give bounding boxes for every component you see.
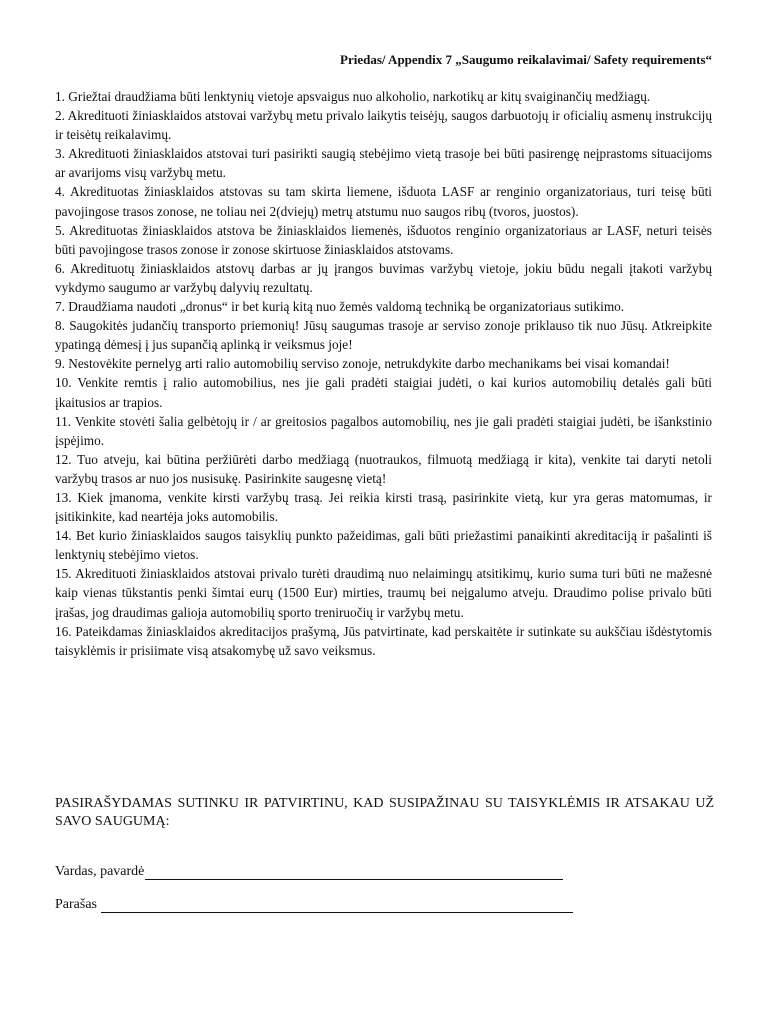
rule-item-14: 14. Bet kurio žiniasklaidos saugos taisyklių punkto pažeidimas, gali būti priežastimi panaikinti akreditaciją ir pašalinti iš lenktynių stebėjimo vietos.	[55, 528, 712, 563]
rule-item-15: 15. Akredituoti žiniasklaidos atstovai privalo turėti draudimą nuo nelaimingų atsitikimų, kurio suma turi būti ne mažesnė kaip vienas tūkstantis penki šimtai eurų (1500 Eur) mirties, traumų bei neįgalumo atveju. Draudimo polise privalo būti įrašas, jog draudimas galioja automobilių sporto treniruočių ir varžybų metu.	[55, 566, 712, 620]
rule-item-16: 16. Pateikdamas žiniasklaidos akreditacijos prašymą, Jūs patvirtinate, kad perskaitėte ir sutinkate su aukščiau išdėstytomis taisyklėmis ir prisiimate visą atsakomybę už savo veiksmus.	[55, 623, 712, 658]
rule-item-4: 4. Akredituotas žiniasklaidos atstovas su tam skirta liemene, išduota LASF ar renginio organizatoriaus, turi teisę būti pavojingose trasos zonose, ne toliau nei 2(dviejų) metrų atstumu nuo saugos ribų (tvoros, juostos).	[55, 184, 712, 219]
rule-item-11: 11. Venkite stovėti šalia gelbėtojų ir / ar greitosios pagalbos automobilių, nes jie gali pradėti staigiai judėti, be išankstinio įspėjimo.	[55, 413, 712, 448]
appendix-header: Priedas/ Appendix 7 „Saugumo reikalavimai/ Safety requirements“	[340, 52, 712, 67]
signature-field-line[interactable]	[101, 897, 573, 913]
rule-item-13: 13. Kiek įmanoma, venkite kirsti varžybų trasą. Jei reikia kirsti trasą, pasirinkite vietą, kur yra geras matomumas, ir įsitikinkite, kad neartėja joks automobilis.	[55, 489, 712, 525]
rule-item-9: 9. Nestovėkite pernelyg arti ralio automobilių serviso zonoje, netrukdykite darbo mechanikams bei visai komandai!	[55, 356, 670, 372]
rule-item-3: 3. Akredituoti žiniasklaidos atstovai turi pasirikti saugią stebėjimo vietą trasoje bei būti pasirengę neįprastoms situacijoms ar avarijoms visų varžybų metu.	[55, 146, 712, 181]
rule-item-7: 7. Draudžiama naudoti „dronus“ ir bet kurią kitą nuo žemės valdomą techniką be organizatoriaus sutikimo.	[55, 299, 625, 315]
name-signature-row	[55, 864, 563, 880]
rule-item-8: 8. Saugokitės judančių transporto priemonių! Jūsų saugumas trasoje ar serviso zonoje priklauso tik nuo Jūsų. Atkreipkite ypatingą dėmesį į jus supančią aplinką ir veiksmus joje!	[55, 318, 712, 353]
rule-item-1: 1. Griežtai draudžiama būti lenktynių vietoje apsvaigus nuo alkoholio, narkotikų ar kitų svaiginančių medžiagų.	[55, 89, 651, 104]
name-field-line[interactable]	[145, 864, 563, 880]
confirmation-statement: PASIRAŠYDAMAS SUTINKU IR PATVIRTINU, KAD SUSIPAŽINAU SU TAISYKLĖMIS IR ATSAKAU UŽ SAVO SAUGUMĄ:	[55, 796, 714, 829]
rule-item-2: 2. Akredituoti žiniasklaidos atstovai varžybų metu privalo laikytis teisėjų, saugos darbuotojų ir oficialių asmenų instrukcijų ir teisėtų reikalavimų.	[55, 108, 712, 143]
rule-item-6: 6. Akredituotų žiniasklaidos atstovų darbas ar jų įrangos buvimas varžybų vietoje, jokiu būdu negali įtakoti varžybų vykdymo saugumo ar varžybų dalyvių rezultatų.	[55, 260, 712, 295]
signature-row	[55, 897, 573, 913]
rule-item-5: 5. Akredituotas žiniasklaidos atstova be žiniasklaidos liemenės, išduotos renginio organizatoriaus ar LASF, neturi teisės būti pavojingose trasos zonose ir zonose skirtuose žiniasklaidos atstovams.	[55, 222, 712, 257]
rule-item-10: 10. Venkite remtis į ralio automobilius, nes jie gali pradėti staigiai judėti, o kai kurios automobilių detalės gali būti įkaitusios ar trapios.	[55, 375, 712, 410]
safety-rules-list	[55, 87, 712, 660]
signature-label: Parašas	[55, 897, 97, 912]
rule-item-12: 12. Tuo atveju, kai būtina peržiūrėti darbo medžiagą (nuotraukos, filmuotą medžiagą ir kita), venkite tai daryti netoli varžybų trasos ar nuo jos nusisukę. Pasirinkite saugesnę vietą!	[55, 451, 712, 486]
name-label: Vardas, pavardė	[55, 864, 145, 879]
